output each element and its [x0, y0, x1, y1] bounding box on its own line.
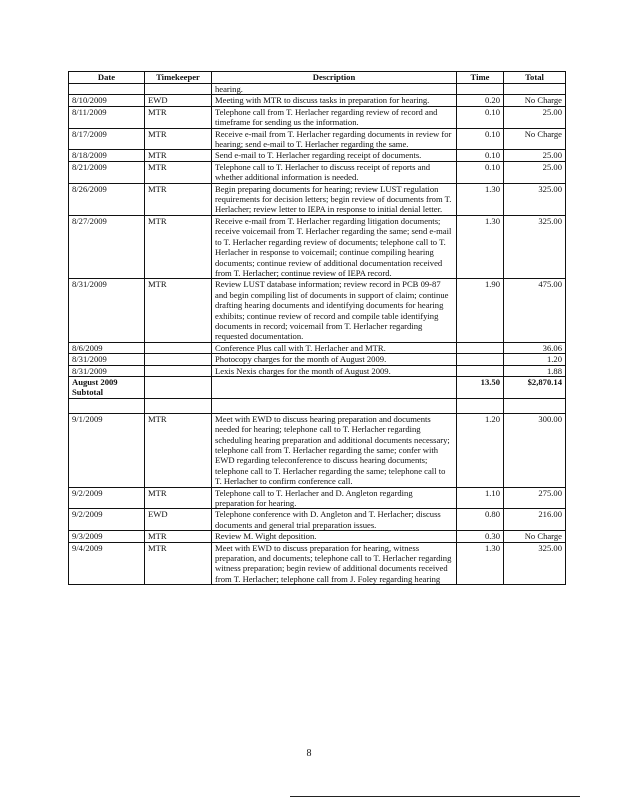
entry-total: 325.00 — [504, 183, 566, 215]
entry-timekeeper: MTR — [145, 161, 212, 183]
table-row — [69, 84, 566, 95]
entry-date — [69, 84, 145, 95]
entry-date: 9/2/2009 — [69, 509, 145, 531]
entry-timekeeper — [145, 84, 212, 95]
entry-total: 1.88 — [504, 365, 566, 376]
entry-date: 9/4/2009 — [69, 542, 145, 585]
entry-description: Telephone conference with D. Angleton and T. Herlacher; discuss documents and general trial preparation issues. — [212, 509, 457, 531]
entry-total — [504, 84, 566, 95]
entry-time: 0.20 — [457, 95, 504, 106]
entry-description: Meet with EWD to discuss hearing preparation and documents needed for hearing; telephone call to T. Herlacher regarding scheduling hearing preparation and additional documents necessary; telephone call from T. Herlacher regarding the same; confer with EWD regarding teleconference to discuss hearing documents; telephone call to T. Herlacher regarding the same; telephone call to T. Herlacher to confirm conference call. — [212, 413, 457, 487]
entry-total: No Charge — [504, 95, 566, 106]
subtotal-time: 13.50 — [457, 376, 504, 398]
entry-total: 216.00 — [504, 509, 566, 531]
entry-date: 8/6/2009 — [69, 342, 145, 353]
entry-date: 8/17/2009 — [69, 128, 145, 150]
entry-timekeeper — [145, 365, 212, 376]
entry-time: 1.10 — [457, 487, 504, 509]
entry-date: 8/31/2009 — [69, 354, 145, 365]
entry-date: 8/26/2009 — [69, 183, 145, 215]
entry-date: 8/21/2009 — [69, 161, 145, 183]
entry-date: 9/3/2009 — [69, 531, 145, 542]
entry-description: hearing. — [212, 84, 457, 95]
table-row — [69, 161, 566, 183]
table-row — [69, 365, 566, 376]
entry-time — [457, 365, 504, 376]
entry-timekeeper: MTR — [145, 215, 212, 278]
header-date: Date — [69, 72, 145, 84]
entry-description: Telephone call to T. Herlacher to discuss receipt of reports and whether additional information is needed. — [212, 161, 457, 183]
table-row — [69, 531, 566, 542]
subtotal-label: August 2009 Subtotal — [69, 376, 145, 398]
entry-time — [457, 354, 504, 365]
entry-total: 36.06 — [504, 342, 566, 353]
entry-time: 0.10 — [457, 161, 504, 183]
entry-description: Conference Plus call with T. Herlacher and MTR. — [212, 342, 457, 353]
entry-time: 1.90 — [457, 279, 504, 342]
table-row — [69, 150, 566, 161]
entry-time — [457, 342, 504, 353]
entry-date: 8/10/2009 — [69, 95, 145, 106]
entry-time: 1.30 — [457, 183, 504, 215]
subtotal-section — [69, 376, 566, 413]
entry-description: Lexis Nexis charges for the month of August 2009. — [212, 365, 457, 376]
entry-time: 0.10 — [457, 128, 504, 150]
august-entries — [69, 84, 566, 377]
entry-timekeeper: MTR — [145, 413, 212, 487]
table-row — [69, 542, 566, 585]
entry-time: 0.80 — [457, 509, 504, 531]
entry-description: Telephone call to T. Herlacher and D. Angleton regarding preparation for hearing. — [212, 487, 457, 509]
entry-description: Telephone call from T. Herlacher regarding review of record and timeframe for sending us the information. — [212, 106, 457, 128]
entry-description: Meeting with MTR to discuss tasks in preparation for hearing. — [212, 95, 457, 106]
entry-time: 0.10 — [457, 150, 504, 161]
subtotal-row — [69, 376, 566, 398]
billing-table — [68, 71, 566, 585]
entry-description: Meet with EWD to discuss preparation for hearing, witness preparation, and documents; telephone call to T. Herlacher regarding witness preparation; begin review of additional documents received from T. Herlacher; telephone call from J. Foley regarding hearing — [212, 542, 457, 585]
entry-description: Receive e-mail from T. Herlacher regarding documents in review for hearing; send e-mail to T. Herlacher regarding the same. — [212, 128, 457, 150]
entry-total: 1.20 — [504, 354, 566, 365]
table-row — [69, 509, 566, 531]
entry-description: Send e-mail to T. Herlacher regarding receipt of documents. — [212, 150, 457, 161]
header-total: Total — [504, 72, 566, 84]
entry-timekeeper — [145, 354, 212, 365]
header-description: Description — [212, 72, 457, 84]
entry-total: 325.00 — [504, 542, 566, 585]
table-row — [69, 413, 566, 487]
table-row — [69, 354, 566, 365]
entry-timekeeper: EWD — [145, 509, 212, 531]
entry-timekeeper: MTR — [145, 128, 212, 150]
entry-date: 9/1/2009 — [69, 413, 145, 487]
entry-timekeeper: MTR — [145, 150, 212, 161]
entry-description: Review M. Wight deposition. — [212, 531, 457, 542]
september-entries — [69, 413, 566, 585]
entry-time: 0.10 — [457, 106, 504, 128]
entry-timekeeper: MTR — [145, 487, 212, 509]
table-row — [69, 215, 566, 278]
entry-total: 325.00 — [504, 215, 566, 278]
entry-date: 8/31/2009 — [69, 279, 145, 342]
entry-time: 1.20 — [457, 413, 504, 487]
table-row — [69, 106, 566, 128]
entry-total: 25.00 — [504, 150, 566, 161]
table-row — [69, 279, 566, 342]
entry-total: 275.00 — [504, 487, 566, 509]
entry-total: No Charge — [504, 531, 566, 542]
entry-date: 8/11/2009 — [69, 106, 145, 128]
header-time: Time — [457, 72, 504, 84]
subtotal-total: $2,870.14 — [504, 376, 566, 398]
header-row — [69, 72, 566, 84]
entry-total: 300.00 — [504, 413, 566, 487]
header-timekeeper: Timekeeper — [145, 72, 212, 84]
entry-description: Receive e-mail from T. Herlacher regarding litigation documents; receive voicemail from T. Herlacher regarding the same; send e-mail to T. Herlacher regarding review of documents; telephone call to T. Herlacher in response to voicemail; continue compiling hearing documents; continue review of additional documentation received from T. Herlacher; continue review of IEPA record. — [212, 215, 457, 278]
entry-description: Review LUST database information; review record in PCB 09-87 and begin compiling list of documents in support of claim; continue drafting hearing documents and identifying documents for hearing exhibits; continue review of record and compile table identifying documents in record; voicemail from T. Herlacher regarding requested documentation. — [212, 279, 457, 342]
entry-description: Begin preparing documents for hearing; review LUST regulation requirements for decision letters; begin review of documents from T. Herlacher; review letter to IEPA in response to initial denial letter. — [212, 183, 457, 215]
table-row — [69, 183, 566, 215]
table-row — [69, 342, 566, 353]
entry-date: 8/18/2009 — [69, 150, 145, 161]
page-number: 8 — [306, 748, 312, 759]
entry-timekeeper: MTR — [145, 279, 212, 342]
spacer-row — [69, 398, 566, 413]
entry-time: 0.30 — [457, 531, 504, 542]
entry-total: 475.00 — [504, 279, 566, 342]
entry-timekeeper: MTR — [145, 106, 212, 128]
entry-time: 1.30 — [457, 542, 504, 585]
entry-timekeeper: EWD — [145, 95, 212, 106]
table-row — [69, 487, 566, 509]
entry-total: 25.00 — [504, 161, 566, 183]
entry-total: No Charge — [504, 128, 566, 150]
entry-date: 8/27/2009 — [69, 215, 145, 278]
entry-time — [457, 84, 504, 95]
entry-timekeeper: MTR — [145, 542, 212, 585]
table-row — [69, 95, 566, 106]
entry-total: 25.00 — [504, 106, 566, 128]
entry-date: 8/31/2009 — [69, 365, 145, 376]
entry-timekeeper — [145, 342, 212, 353]
footer-rule — [290, 796, 580, 797]
entry-time: 1.30 — [457, 215, 504, 278]
entry-description: Photocopy charges for the month of August 2009. — [212, 354, 457, 365]
entry-timekeeper: MTR — [145, 183, 212, 215]
table-row — [69, 128, 566, 150]
entry-timekeeper: MTR — [145, 531, 212, 542]
entry-date: 9/2/2009 — [69, 487, 145, 509]
